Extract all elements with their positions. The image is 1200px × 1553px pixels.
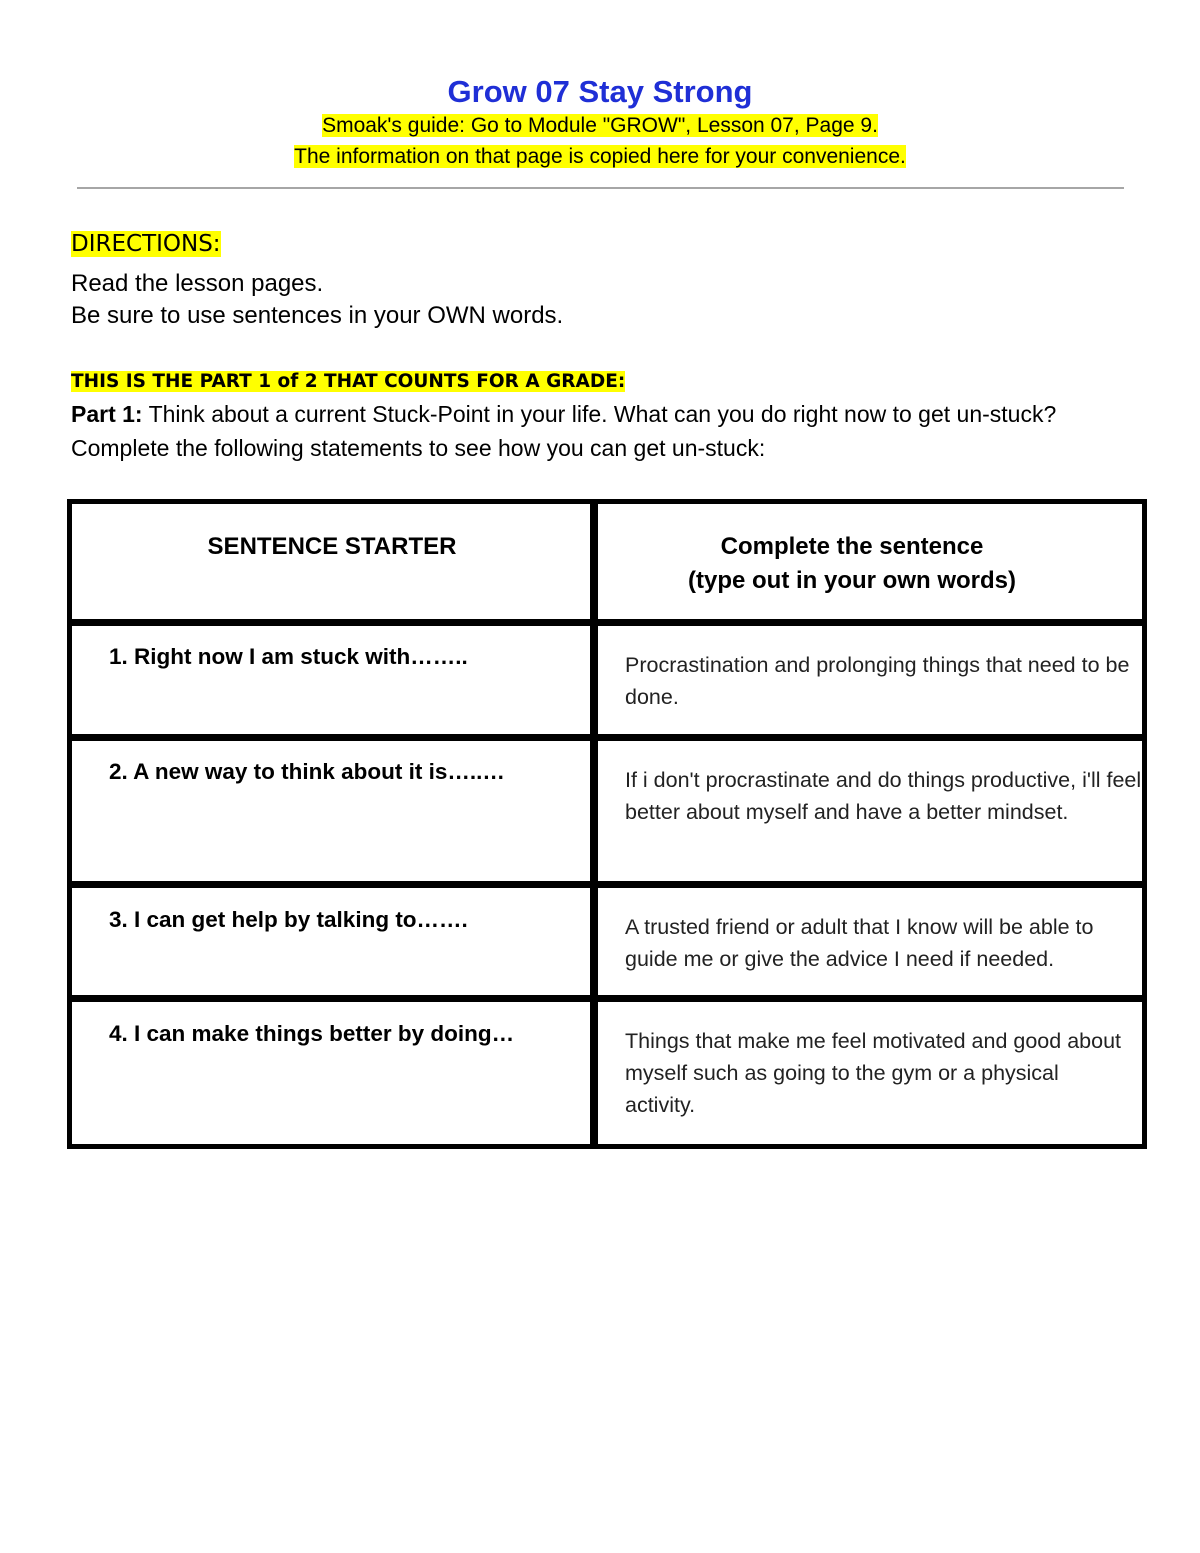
row-divider-3 xyxy=(72,881,1142,888)
directions-line-2: Be sure to use sentences in your OWN words. xyxy=(71,302,564,329)
header-complete-line-2: (type out in your own words) xyxy=(688,567,1016,594)
part1-label: Part 1: xyxy=(71,401,143,427)
subtitle-line-1: Smoak's guide: Go to Module "GROW", Lesson 07, Page 9. xyxy=(322,114,878,137)
directions-body xyxy=(71,268,563,332)
subtitle-line-2: The information on that page is copied here for your convenience. xyxy=(294,145,906,168)
row-divider-2 xyxy=(72,734,1142,741)
answer-1: Procrastination and prolonging things that need to be done. xyxy=(625,653,1130,709)
part1-instructions xyxy=(71,397,1131,465)
answer-4: Things that make me feel motivated and good about myself such as going to the gym or a physical activity. xyxy=(625,1029,1122,1117)
answer-3: A trusted friend or adult that I know will be able to guide me or give the advice I need if needed. xyxy=(625,915,1094,971)
worksheet-table xyxy=(67,499,1147,1149)
directions-heading xyxy=(71,226,221,262)
header-complete-line-1: Complete the sentence xyxy=(720,533,984,560)
grade-notice-text: THIS IS THE PART 1 of 2 THAT COUNTS FOR A GRADE: xyxy=(71,371,626,392)
part1-text: Think about a current Stuck-Point in your life. What can you do right now to get un-stuck? Complete the following statements to see how you can get un-stuck: xyxy=(71,401,1057,461)
answer-2: If i don't procrastinate and do things productive, i'll feel better about myself and have a better mindset. xyxy=(625,768,1142,824)
sentence-starter-4: 4. I can make things better by doing… xyxy=(109,1021,515,1046)
column-divider xyxy=(590,504,598,1144)
grade-notice xyxy=(71,366,625,398)
directions-heading-text: DIRECTIONS: xyxy=(71,231,221,257)
page-title: Grow 07 Stay Strong xyxy=(447,74,753,109)
row-divider-1 xyxy=(72,619,1142,626)
subtitle xyxy=(0,110,1200,172)
sentence-starter-3: 3. I can get help by talking to……. xyxy=(109,907,468,932)
horizontal-divider xyxy=(77,187,1124,189)
sentence-starter-2: 2. A new way to think about it is…..… xyxy=(109,759,505,784)
sentence-starter-1: 1. Right now I am stuck with…….. xyxy=(109,644,468,669)
header-complete-sentence xyxy=(602,530,1102,598)
header-sentence-starter: SENTENCE STARTER xyxy=(207,533,457,560)
directions-line-1: Read the lesson pages. xyxy=(71,270,324,297)
row-divider-4 xyxy=(72,995,1142,1002)
